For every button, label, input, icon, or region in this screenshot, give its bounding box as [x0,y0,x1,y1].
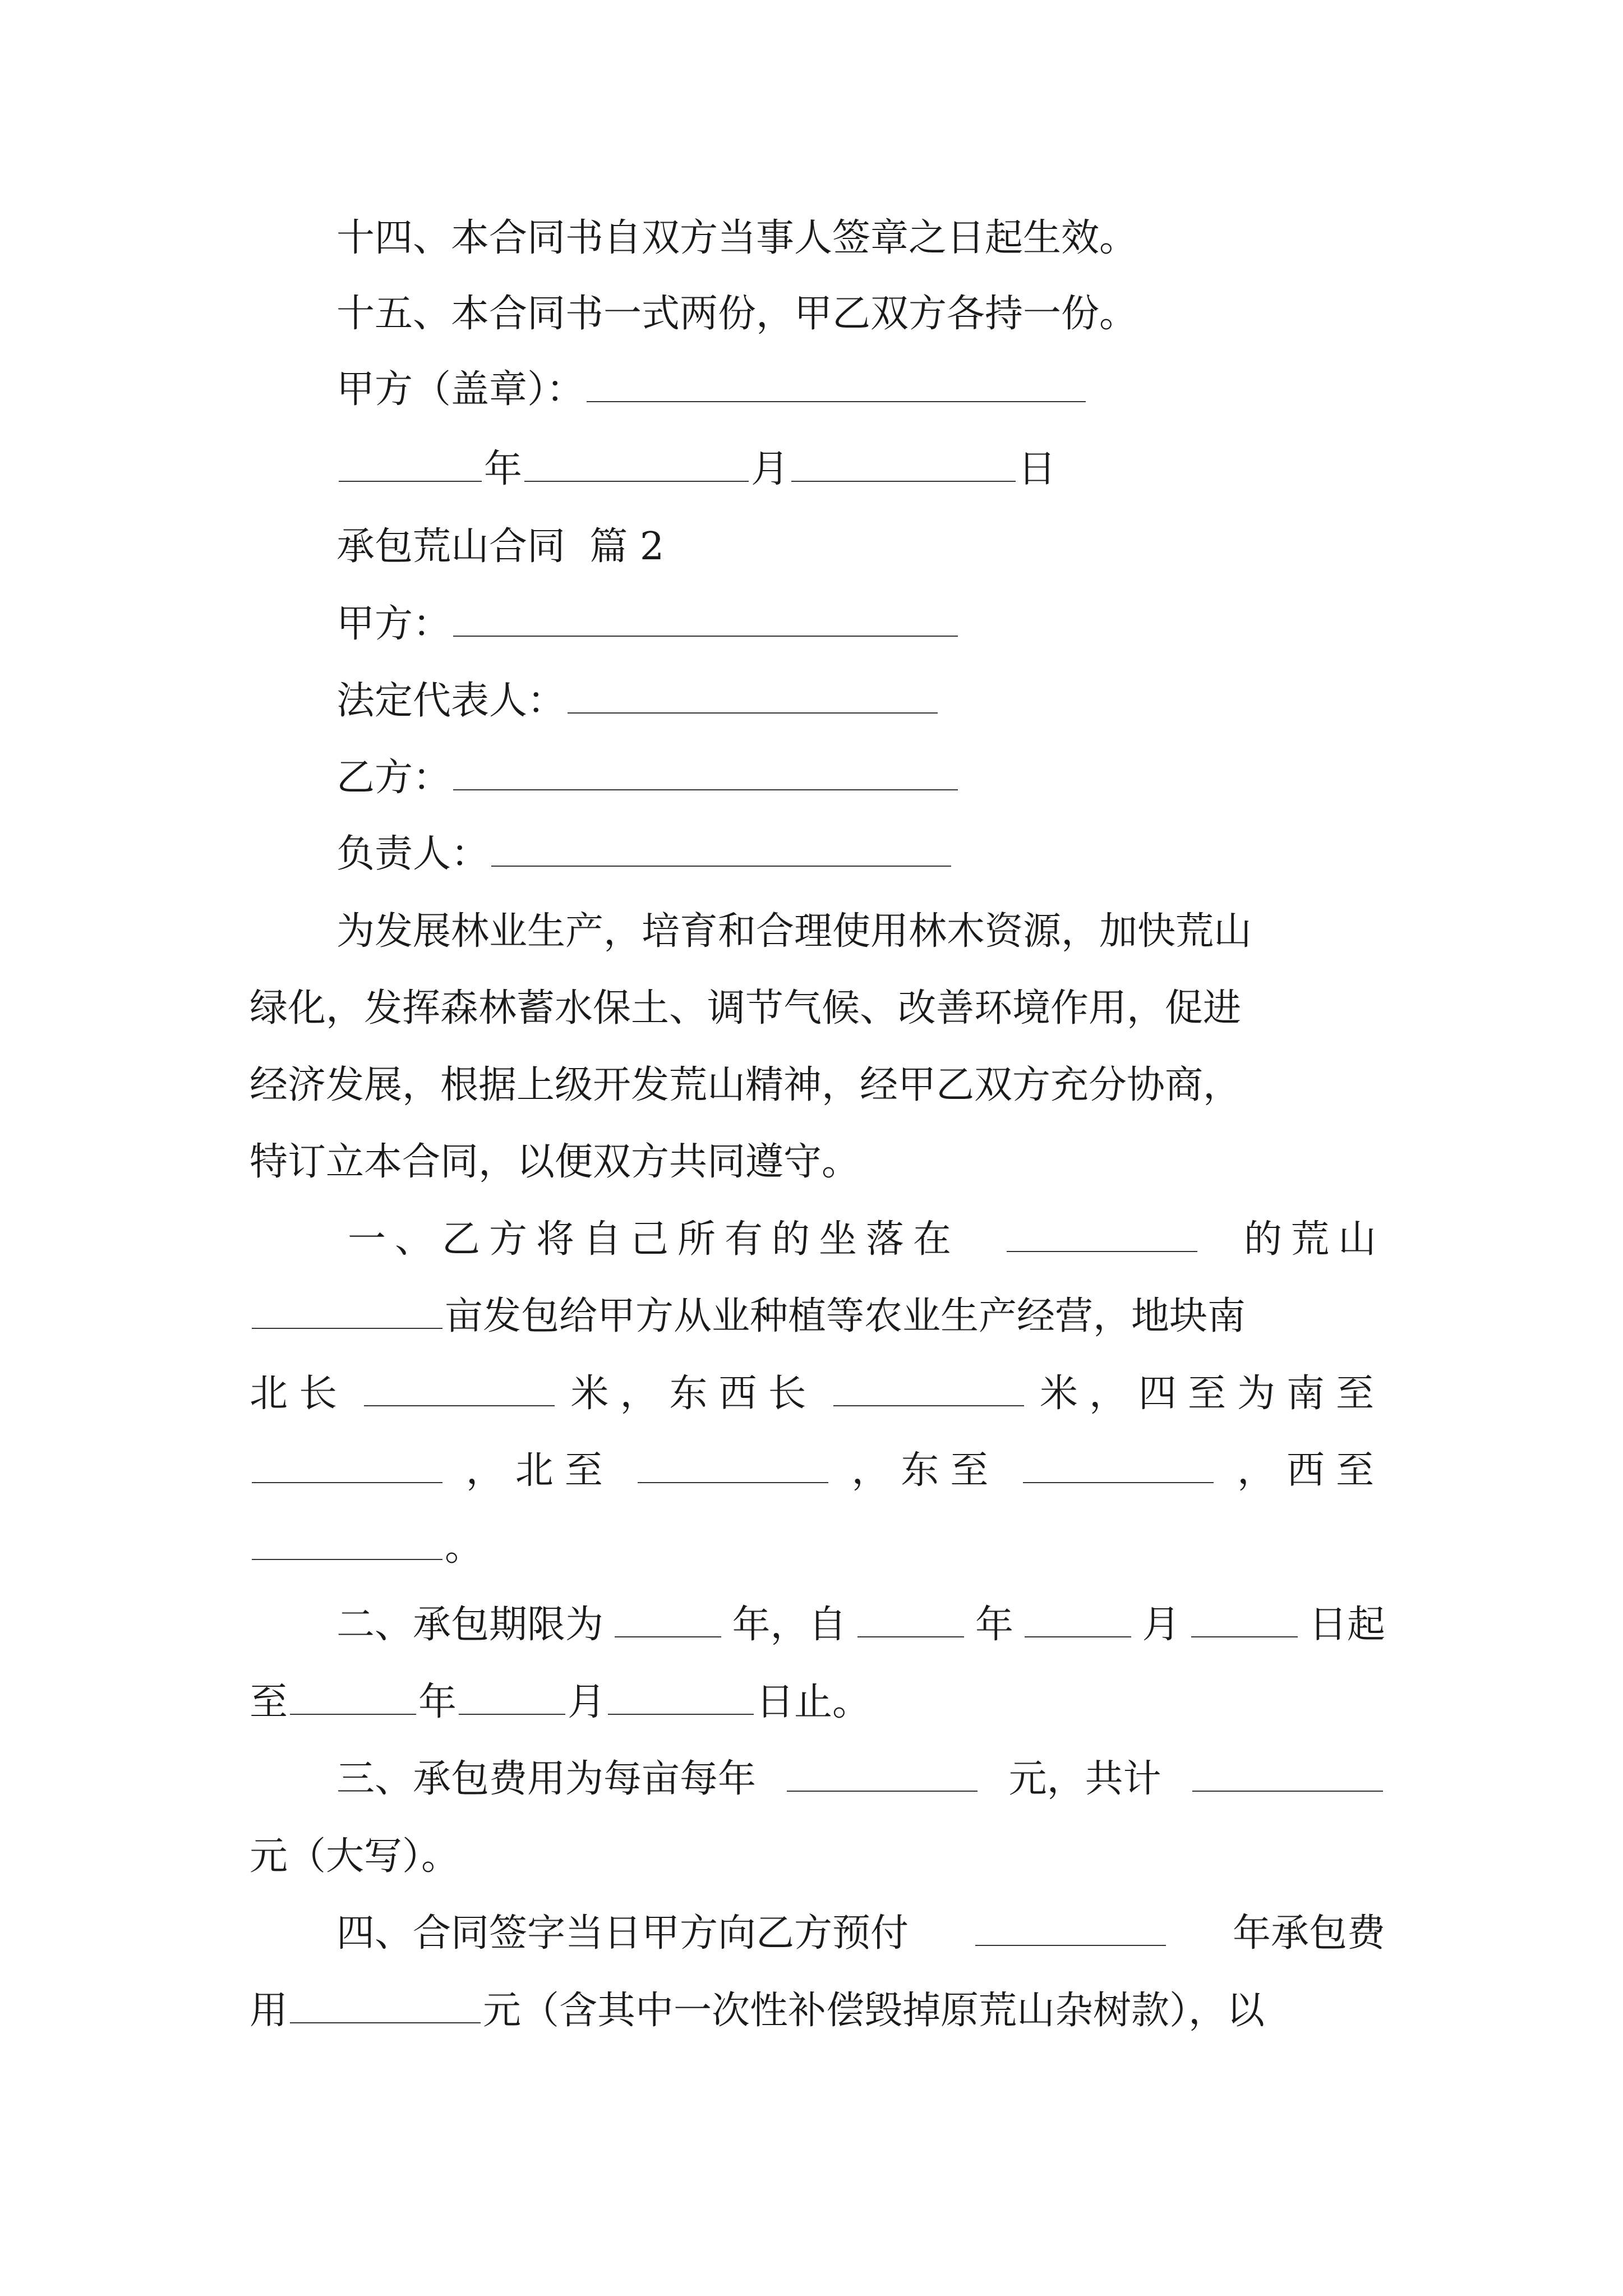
clause-4-text-d: 元（含其中一次性补偿毁掉原荒山杂树款），以 [483,1989,1265,2033]
intro-line-2 [250,983,1241,1034]
clause-15 [336,289,1137,339]
intro-text-3: 经济发展，根据上级开发荒山精神，经甲乙双方充分协商， [250,1063,1242,1107]
clause-1-text-b: 的荒山 [1243,1217,1385,1262]
clause-4-text-b: 年承包费 [1232,1911,1385,1955]
clause-1-text-a: 一、乙方将自己所有的坐落在 [348,1217,961,1262]
ew-length-label: 米，东西长 [570,1372,818,1416]
legal-rep-line [336,676,940,726]
term-years-blank [615,1600,721,1637]
party-a-seal-line [336,365,1088,415]
section-title [336,522,664,572]
prepay-years-blank [975,1909,1166,1946]
clause-2-text-d: 月 [1142,1603,1181,1647]
end-day-blank [608,1678,754,1715]
legal-rep-blank [568,677,938,714]
party-a-seal-blank [587,365,1086,402]
area-blank [252,1292,442,1329]
east-blank [1023,1446,1214,1483]
year-blank [339,445,482,482]
month-label: 月 [751,447,790,491]
clause-1-line-1 [348,1214,1385,1265]
clause-2-text-b: 年，自 [732,1603,847,1647]
clause-2-line-1 [336,1600,1385,1650]
fee-per-mu-blank [787,1755,978,1792]
party-a-label: 甲方： [336,602,451,646]
ns-length-blank [364,1369,555,1406]
start-month-blank [1025,1600,1131,1637]
clause-1-end: 。 [445,1525,483,1570]
clause-2-text-h: 月 [568,1680,606,1724]
clause-4-text-a: 四、合同签字当日甲方向乙方预付 [336,1911,909,1955]
west-blank [252,1523,442,1560]
intro-text-4: 特订立本合同，以便双方共同遵守。 [250,1140,860,1184]
clause-3-text-a: 三、承包费用为每亩每年 [336,1757,757,1801]
north-blank [638,1446,828,1483]
ns-length-label: 北长 [250,1372,349,1416]
party-b-blank [453,753,958,790]
intro-text-2: 绿化，发挥森林蓄水保土、调节气候、改善环境作用，促进 [250,986,1242,1030]
clause-2-text-a: 二、承包期限为 [336,1603,604,1647]
party-b-label: 乙方： [336,756,451,800]
boundary-north-label: ，北至 [465,1448,614,1493]
responsible-blank [491,830,951,867]
clause-2-line-2 [250,1677,870,1728]
party-b-line [336,753,960,803]
clause-2-text-i: 日止。 [756,1680,871,1724]
clause-4-text-c: 用 [250,1989,288,2033]
clause-1-line-5 [250,1522,483,1573]
intro-line-3 [250,1060,1241,1111]
boundary-south-label: 米，四至为南至 [1039,1372,1385,1416]
clause-1-line-4 [250,1446,1385,1496]
clause-14 [336,213,1137,264]
date-line [336,444,1056,495]
boundary-west-label: ，西至 [1237,1448,1385,1493]
location-blank [1007,1215,1197,1252]
ew-length-blank [833,1369,1024,1406]
clause-4-line-1 [336,1908,1385,1959]
intro-line-1 [336,907,1252,957]
clause-15-text: 十五、本合同书一式两份，甲乙双方各持一份。 [336,292,1138,336]
clause-3-text-b: 元，共计 [1008,1757,1161,1801]
day-blank [791,445,1016,482]
south-blank [252,1446,442,1483]
fee-total-blank [1192,1755,1383,1792]
clause-2-text-f: 至 [250,1680,288,1724]
start-year-blank [857,1600,964,1637]
party-a-seal-label: 甲方（盖章）： [336,367,585,412]
clause-14-text: 十四、本合同书自双方当事人签章之日起生效。 [336,216,1138,260]
clause-2-text-g: 年 [418,1680,457,1724]
party-a-blank [453,600,958,637]
legal-rep-label: 法定代表人： [336,679,566,723]
responsible-label: 负责人： [336,832,490,876]
clause-3-text-c: 元（大写）。 [250,1834,460,1879]
clause-3-line-1 [336,1754,1385,1805]
year-label: 年 [484,447,523,491]
end-year-blank [290,1678,416,1715]
clause-4-line-2 [250,1986,1265,2036]
section-title-text: 承包荒山合同 篇 2 [336,524,665,569]
prepay-amount-blank [290,1986,481,2023]
clause-2-text-e: 日起 [1308,1603,1385,1647]
start-day-blank [1191,1600,1298,1637]
clause-2-text-c: 年 [975,1603,1013,1647]
end-month-blank [459,1678,565,1715]
intro-line-4 [250,1137,860,1188]
party-a-line [336,599,960,650]
day-label: 日 [1018,447,1057,491]
clause-1-text-c: 亩发包给甲方从业种植等农业生产经营，地块南 [445,1294,1246,1338]
clause-1-line-2 [250,1291,1246,1342]
month-blank [524,445,749,482]
boundary-east-label: ，东至 [851,1448,1000,1493]
clause-3-line-2 [250,1832,459,1882]
intro-text-1: 为发展林业生产，培育和合理使用林木资源，加快荒山 [336,909,1252,954]
clause-1-line-3 [250,1369,1385,1419]
responsible-line [336,829,953,880]
